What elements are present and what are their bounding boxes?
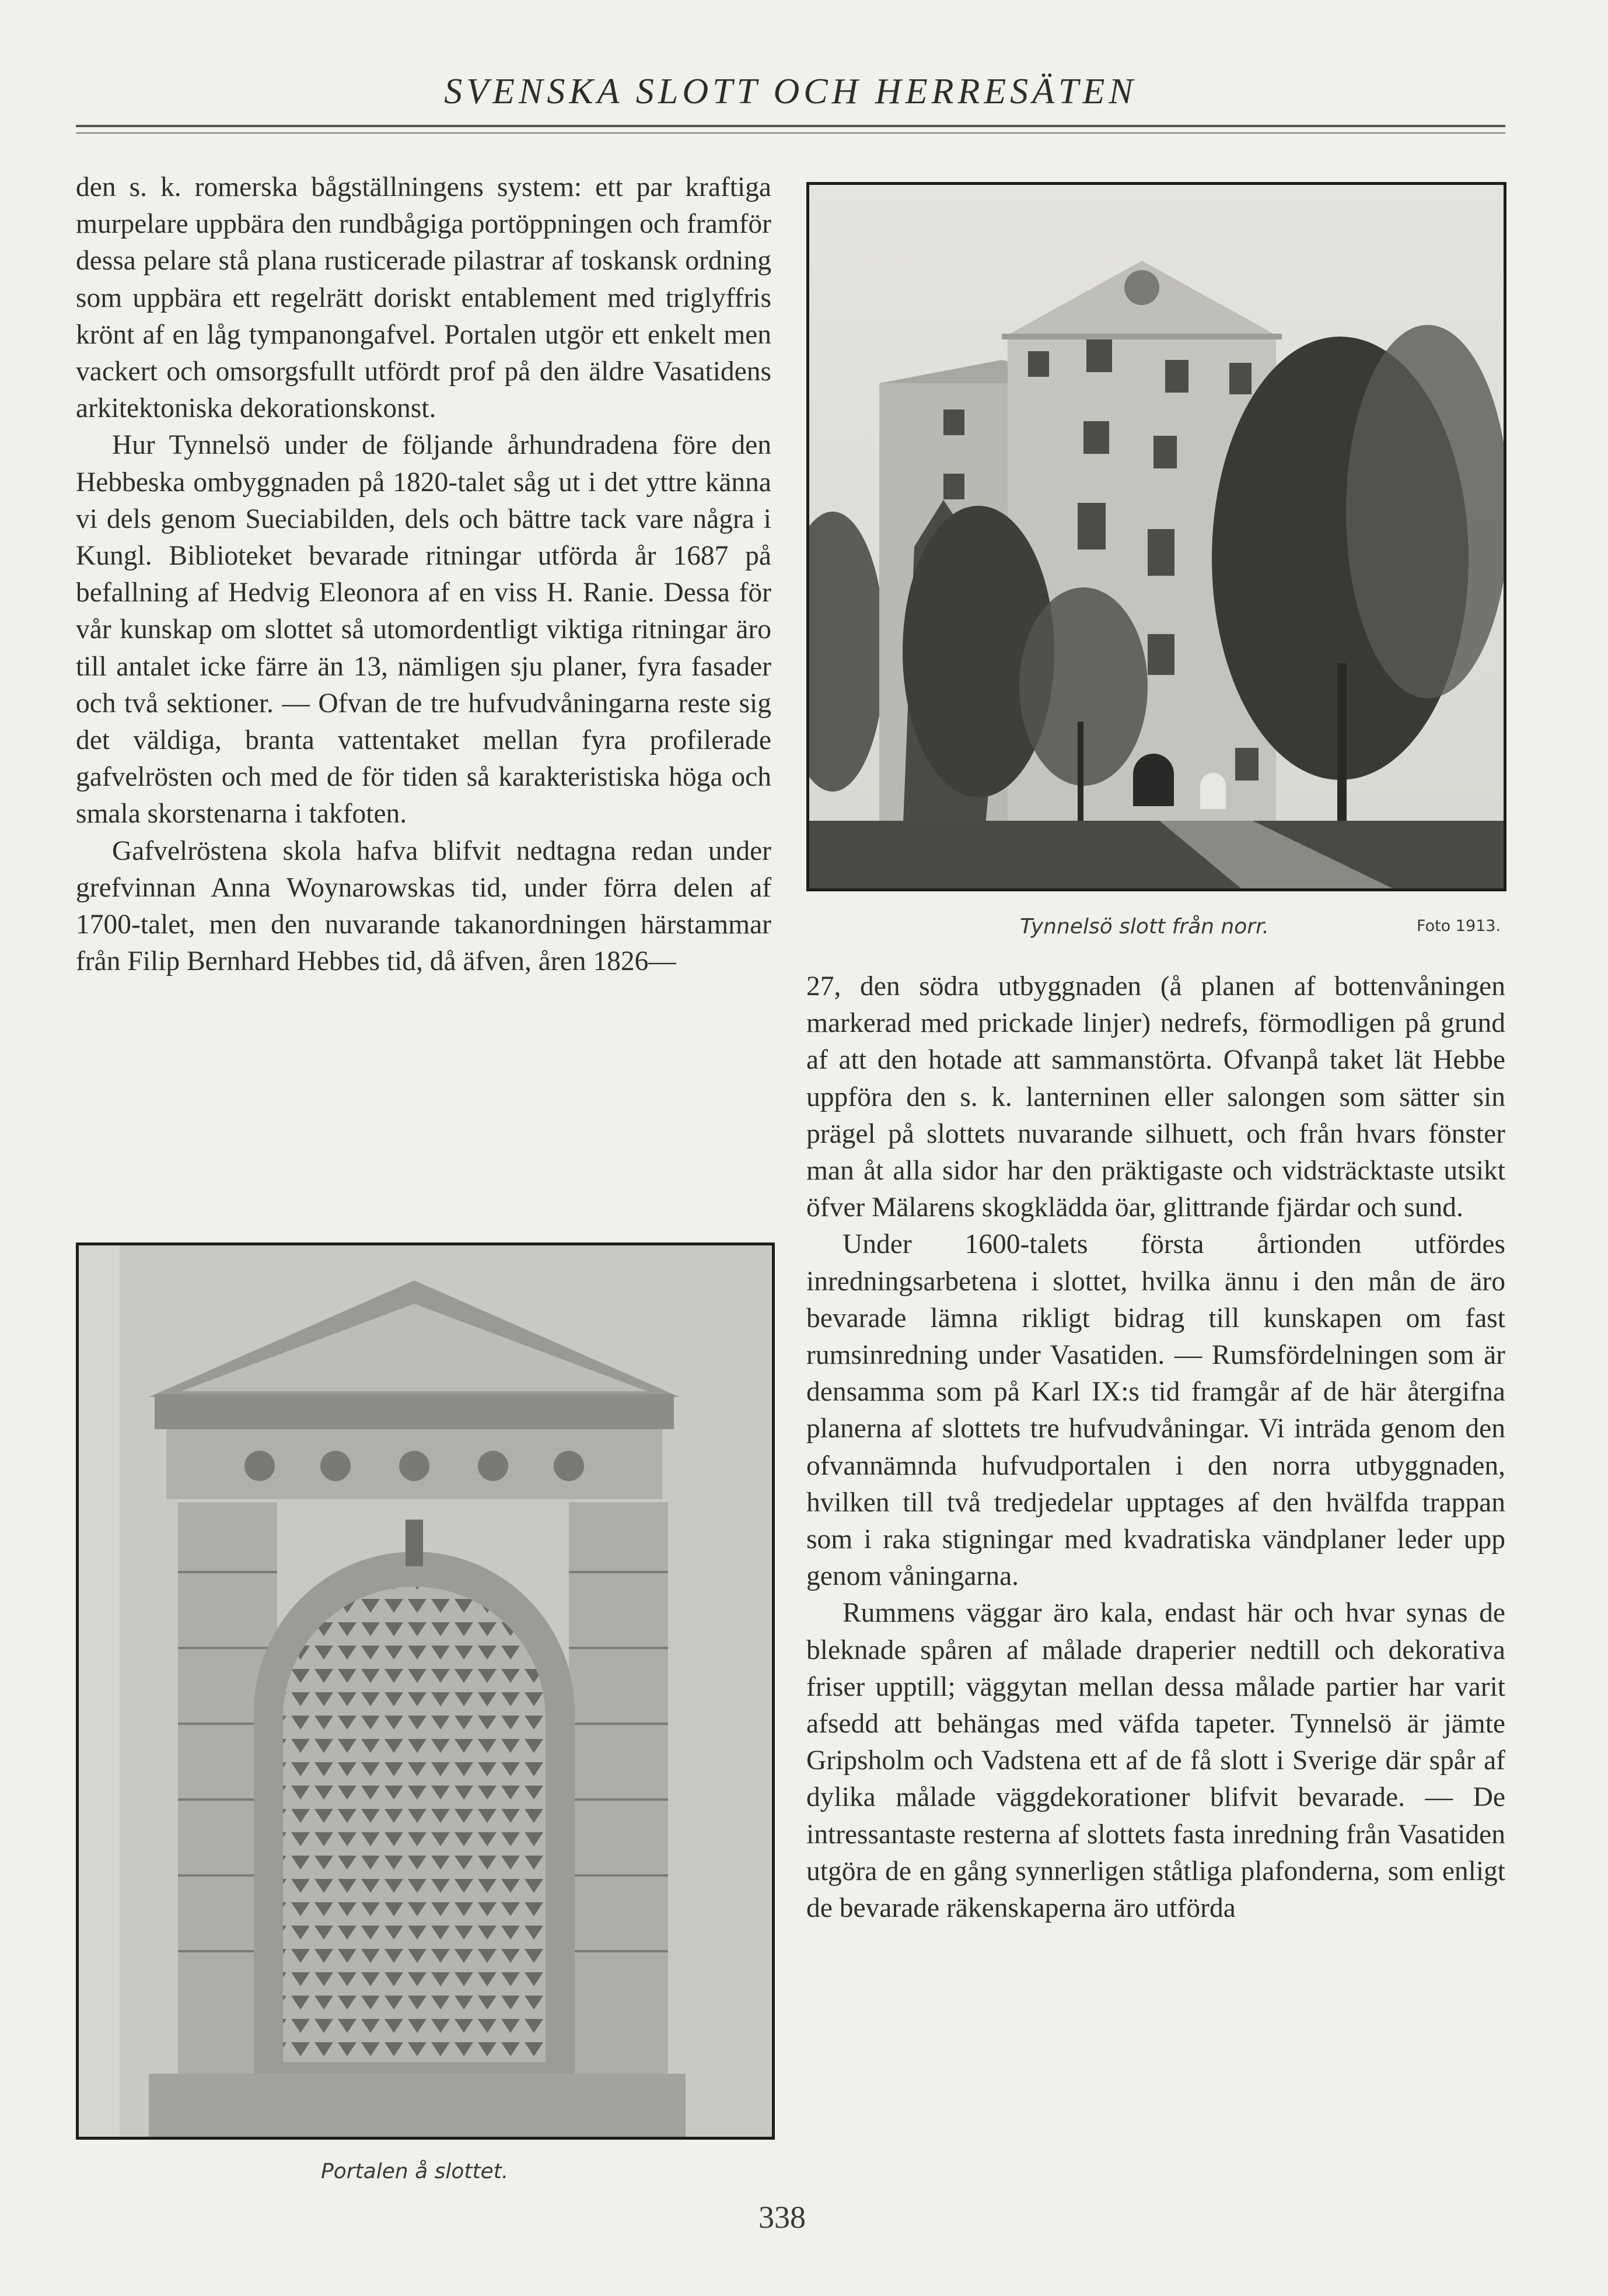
header-rule: [76, 125, 1505, 127]
right-paragraph-1: 27, den södra utbyggnaden (å planen af bottenvåningen markerad med prickade linjer) nedrefs, förmodligen på grund af att den hotade att sammanstörta. Ofvanpå taket lät Hebbe uppföra den s. k. lanterninen eller salongen som sätter sin prägel på slottets nuvarande silhuett, och från hvars fönster man åt alla sidor har den präktigaste och vidsträcktaste utsikt öfver Mälarens skogklädda öar, glittrande fjärdar och sund.: [806, 971, 1505, 1223]
portal-caption: Portalen å slottet.: [321, 2160, 509, 2183]
right-column: [806, 968, 1505, 1927]
page-number: 338: [758, 2200, 806, 2235]
castle-caption: Tynnelsö slott från norr.: [1020, 915, 1270, 939]
left-paragraph-3: Gafvelröstena skola hafva blifvit nedtagna redan under grefvinnan Anna Woynarowskas tid, under förra delen af 1700-talet, men den nuvarande takanordningen härstammar från Filip Bernhard Hebbes tid, då äfven, åren 1826—: [76, 835, 771, 977]
left-paragraph-1: den s. k. romerska bågställningens system: ett par kraftiga murpelare uppbära den rundbågiga portöppningen och framför dessa pelare stå plana rusticerade pilastrar af toskansk ordning som uppbära ett regelrätt doriskt entablement med triglyffris krönt af en låg tympanongafvel. Portalen utgör ett enkelt men vackert och omsorgsfullt utfördt prof på den äldre Vasatidens arkitektoniska dekorationskonst.: [76, 172, 771, 424]
portal-photo: [76, 1242, 775, 2140]
running-title: SVENSKA SLOTT OCH HERRESÄTEN: [444, 72, 1137, 111]
right-paragraph-2: Under 1600-talets första årtionden utfördes inredningsarbetena i slottet, hvilka ännu i den mån de äro bevarade lämna rikligt bidrag till kunskapen om fast rumsinredning under Vasatiden. — Rumsfördelningen som är densamma som på Karl IX:s tid framgår af de här återgifna planerna af slottets tre hufvudvåningar. Vi inträda genom den ofvannämnda hufvudportalen i den norra utbyggnaden, hvilken till två tredjedelar upptages af den hvälfda trappan som i raka stigningar med kvadratiska vändplaner leder upp genom våningarna.: [806, 1229, 1505, 1592]
header-rule-thin: [76, 132, 1505, 134]
left-paragraph-2: Hur Tynnelsö under de följande århundradena före den Hebbeska ombyggnaden på 1820-talet såg ut i det yttre känna vi dels genom Sueciabilden, dels och bättre tack vare några i Kungl. Biblioteket bevarade ritningar utförda år 1687 på befallning af Hedvig Eleonora af en viss H. Ranie. Dessa för vår kunskap om slottet så utomordentligt viktiga ritningar äro till antalet icke färre än 13, nämligen sju planer, fyra fasader och två sektioner. — Ofvan de tre hufvudvåningarna reste sig det väldiga, branta vattentaket mellan fyra profilerade gafvelrösten och med de för tiden så karakteristiska höga och smala skorstenarna i takfoten.: [76, 430, 771, 830]
castle-photo: [806, 182, 1506, 891]
photo-credit: Foto 1913.: [1417, 917, 1501, 935]
right-paragraph-3: Rummens väggar äro kala, endast här och hvar synas de bleknade spåren af målade draperier nedtill och dekorativa friser upptill; väggytan mellan dessa målade partier har varit afsedd att behängas med väfda tapeter. Tynnelsö är jämte Gripsholm och Vadstena ett af de få slott i Sverige där spår af dylika målade väggdekorationer blifvit bevarade. — De intressantaste resterna af slottets fasta inredning från Vasatiden utgöra de en gång synnerligen ståtliga plafonderna, som enligt de bevarade räkenskaperna äro utförda: [806, 1598, 1505, 1924]
left-column: [76, 169, 771, 980]
